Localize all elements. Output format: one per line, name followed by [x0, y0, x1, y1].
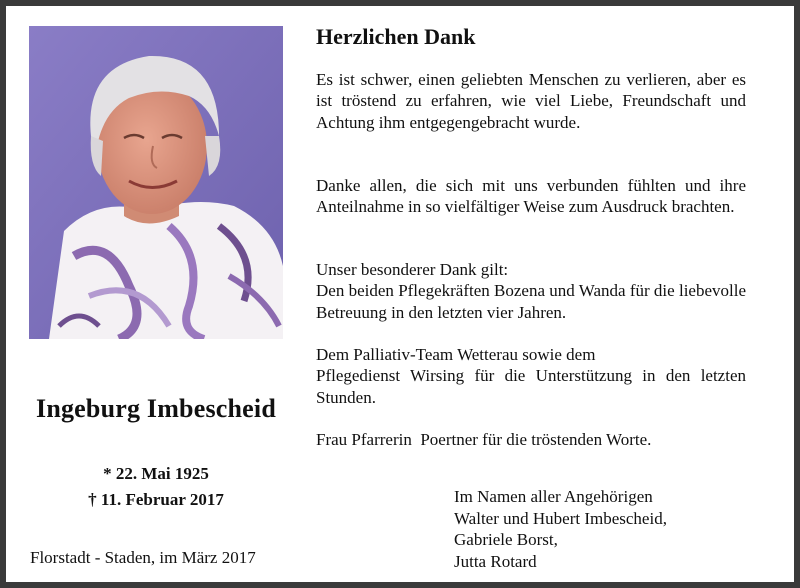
deceased-name: Ingeburg Imbescheid [36, 394, 276, 423]
palliative-team-line: Dem Palliativ-Team Wetterau sowie dem [316, 345, 596, 364]
birth-date: * 22. Mai 1925 [103, 464, 209, 483]
thanks-paragraph-3 [316, 259, 746, 323]
special-thanks-intro: Unser besonderer Dank gilt: [316, 260, 509, 279]
thanks-paragraph-1: Es ist schwer, einen geliebten Menschen zu verlieren, aber es ist tröstend zu erfahren, wie viel Liebe, Freundschaft und Achtung ihm entgegengebracht wurde. [316, 70, 746, 132]
thanks-paragraph-4 [316, 344, 746, 408]
place-and-date: Florstadt - Staden, im März 2017 [30, 548, 256, 567]
signature-line: Im Namen aller Angehörigen [454, 487, 653, 506]
signature-block [454, 486, 667, 572]
signature-line: Walter und Hubert Imbescheid, [454, 508, 667, 528]
thanks-paragraph-2: Danke allen, die sich mit uns verbunden fühlten und ihre Anteilnahme in so vielfältiger Weise zum Ausdruck brachten. [316, 176, 746, 217]
special-thanks-caregivers: Den beiden Pflegekräften Bozena und Wanda für die liebevolle Betreuung in den letzten vier Jahren. [316, 281, 746, 322]
signature-line: Gabriele Borst, [454, 530, 558, 549]
care-service-line: Pflegedienst Wirsing für die Unterstützung in den letzten Stunden. [316, 366, 746, 407]
thanks-paragraph-5: Frau Pfarrerin Poertner für die tröstenden Worte. [316, 430, 652, 449]
obituary-card [6, 6, 794, 582]
death-date: † 11. Februar 2017 [88, 490, 224, 509]
thanks-heading: Herzlichen Dank [316, 24, 476, 49]
portrait-photo [29, 26, 283, 339]
signature-line: Jutta Rotard [454, 551, 537, 571]
